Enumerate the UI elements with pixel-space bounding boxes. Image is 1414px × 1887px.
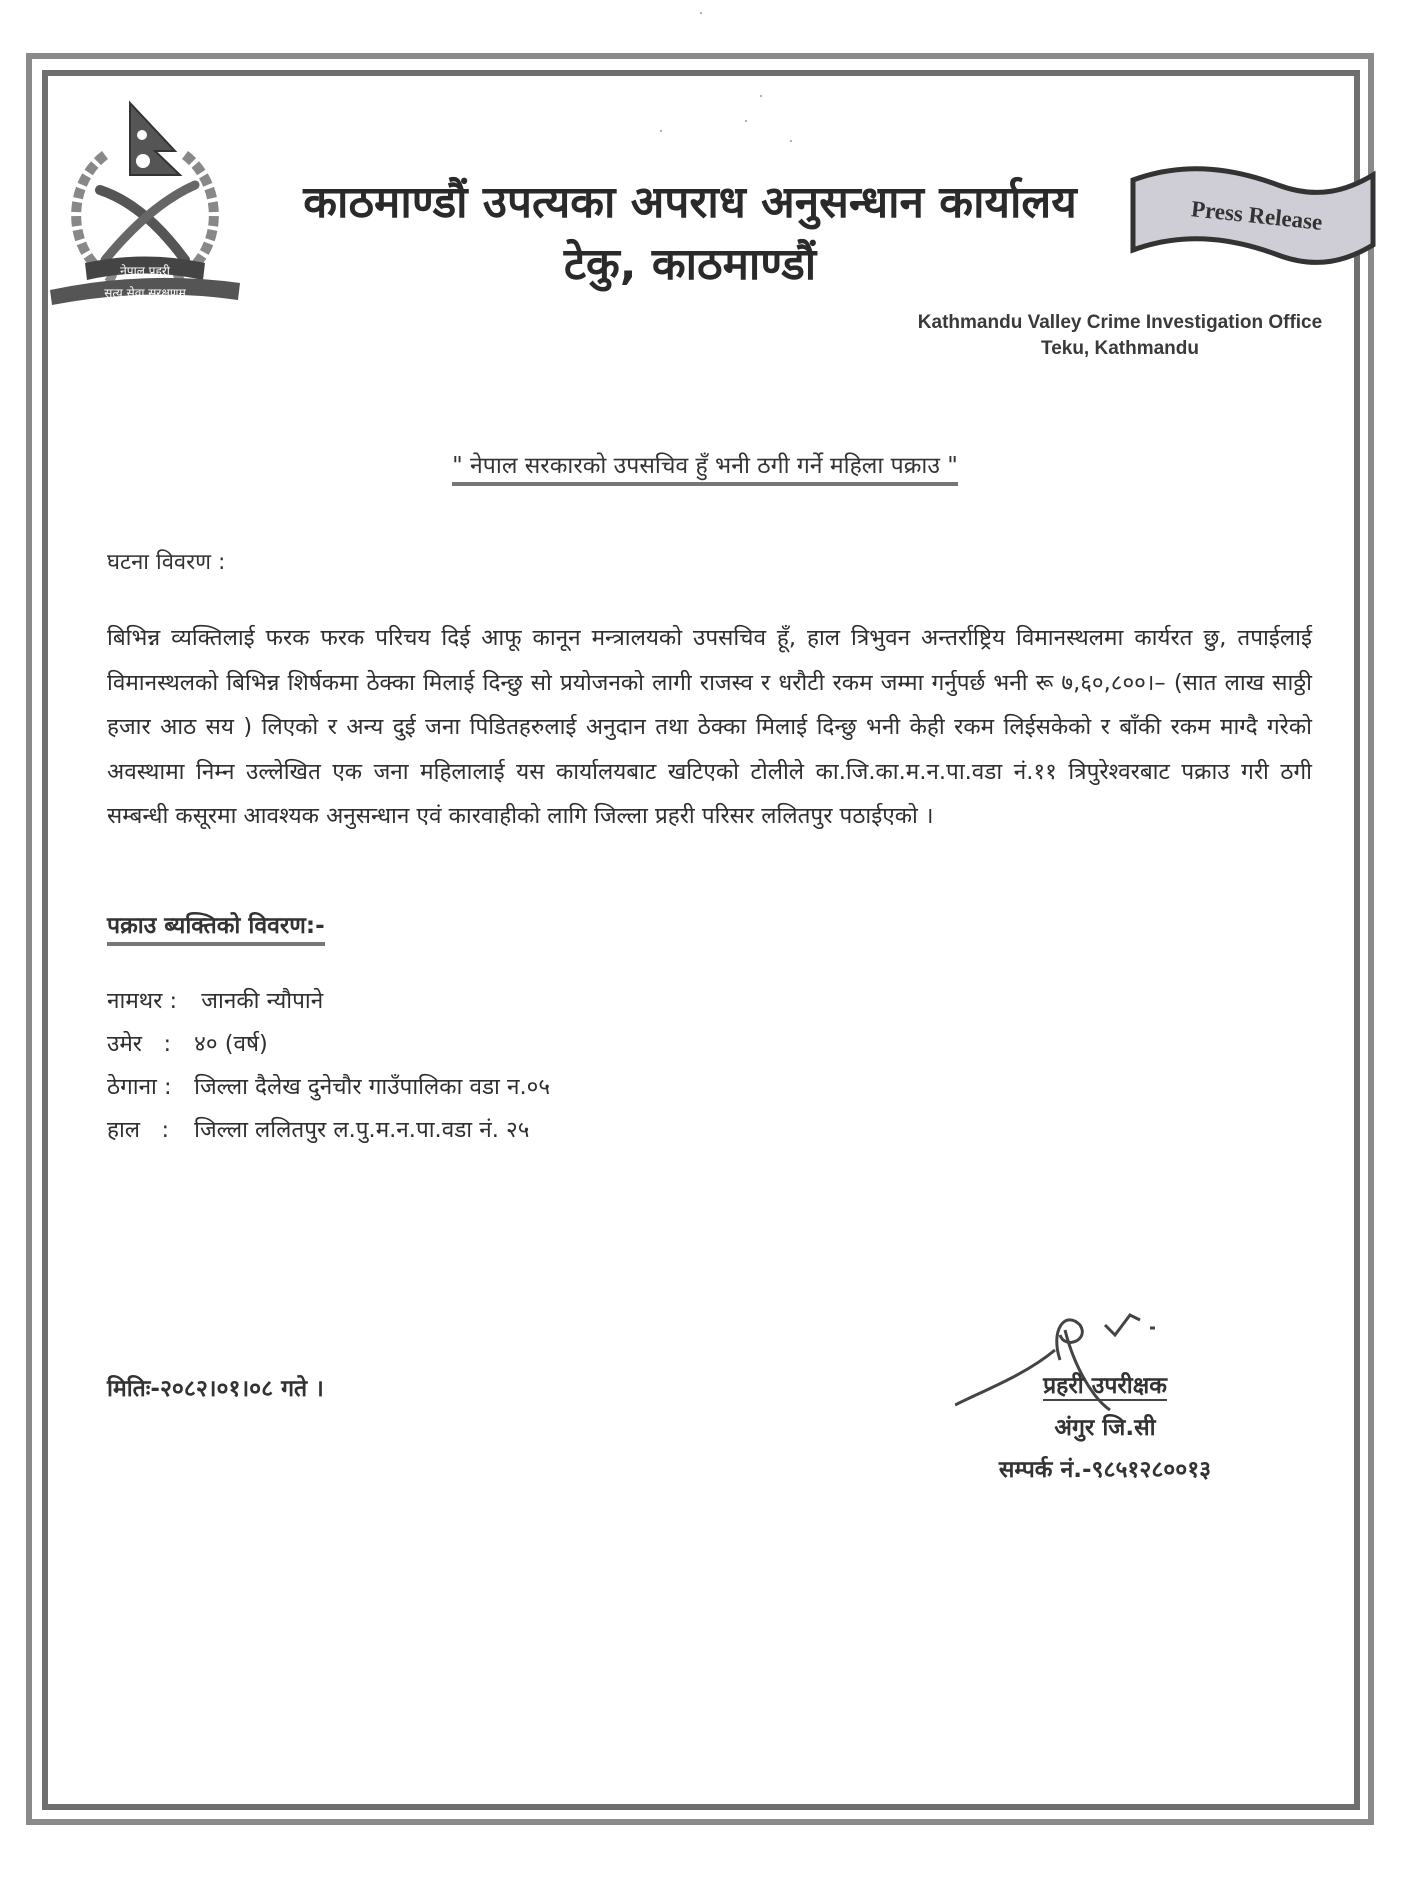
- office-title-en-line2: Teku, Kathmandu: [1041, 338, 1199, 359]
- incident-body: बिभिन्न व्यक्तिलाई फरक फरक परिचय दिई आफू कानून मन्त्रालयको उपसचिव हूँ, हाल त्रिभुवन अन्तर्राष्ट्रिय विमानस्थलमा कार्यरत छु, तपाईलाई विमानस्थलको बिभिन्न शिर्षकमा ठेक्का मिलाई दिन्छु सो प्रयोजनको लागी राजस्व र धरौटी रकम जम्मा गर्नुपर्छ भनी रू ७,६०,८००।– (सात लाख साठ्ठी हजार आठ सय ) लिएको र अन्य दुई जना पिडितहरुलाई अनुदान तथा ठेक्का मिलाई दिन्छु भनी केही रकम लिईसकेको र बाँकी रकम माग्दै गरेको अवस्थामा निम्न उल्लेखित एक जना महिलालाई यस कार्यालयबाट खटिएको टोलीले का.जि.का.म.न.पा.वडा नं.११ त्रिपुरेश्वरबाट पक्राउ गरी ठगी सम्बन्धी कसूरमा आवश्यक अनुसन्धान एवं कारवाहीको लागि जिल्ला प्रहरी परिसर ललितपुर पठाईएको ।: [107, 625, 1312, 829]
- nepal-police-emblem-icon: [45, 95, 245, 305]
- detail-row-current-address: [107, 1109, 550, 1152]
- press-release-banner: [1128, 165, 1378, 275]
- office-title-nepali: [240, 172, 1140, 296]
- press-release-label: Press Release: [1189, 196, 1324, 235]
- detail-value: जानकी न्यौपाने: [187, 988, 324, 1014]
- scan-speck: [745, 120, 747, 122]
- signatory-contact: सम्पर्क नं.-९८५१२८००१३: [998, 1457, 1212, 1483]
- headline: [395, 448, 1015, 480]
- incident-label: घटना विवरण :: [107, 550, 226, 575]
- document-date: मितिः-२०८२।०१।०८ गते ।: [107, 1376, 324, 1402]
- detail-key: ठेगाना :: [107, 1074, 172, 1100]
- detail-value: जिल्ला दैलेख दुनेचौर गाउँपालिका वडा न.०५: [187, 1074, 551, 1100]
- detail-row-address: [107, 1066, 550, 1109]
- detail-key: उमेर :: [107, 1031, 172, 1057]
- office-title-en-line1: Kathmandu Valley Crime Investigation Office: [917, 312, 1323, 333]
- detail-row-age: [107, 1023, 550, 1066]
- arrested-details-heading: [107, 908, 325, 940]
- emblem-ribbon-upper: नेपाल प्रहरी: [120, 264, 170, 278]
- emblem-ribbon-lower: सत्य सेवा सुरक्षणम्: [104, 286, 186, 300]
- detail-key: नामथर :: [107, 988, 178, 1014]
- headline-text: " नेपाल सरकारको उपसचिव हुँ भनी ठगी गर्ने महिला पक्राउ ": [452, 453, 958, 486]
- scan-speck: [790, 140, 792, 142]
- office-title-line1: काठमाण्डौं उपत्यका अपराध अनुसन्धान कार्यालय: [303, 177, 1077, 228]
- office-title-english: [870, 310, 1370, 362]
- scan-speck: [660, 130, 662, 132]
- arrested-details-heading-text: पक्राउ ब्यक्तिको विवरण:-: [107, 913, 325, 946]
- arrested-details: [107, 980, 550, 1152]
- office-title-line2: टेकु, काठमाण्डौं: [563, 239, 817, 290]
- detail-row-name: [107, 980, 550, 1023]
- detail-value: जिल्ला ललितपुर ल.पु.म.न.पा.वडा नं. २५: [187, 1117, 530, 1143]
- signatory-block: [950, 1365, 1260, 1491]
- scan-speck: [760, 95, 762, 97]
- signatory-name: अंगुर जि.सी: [1054, 1415, 1156, 1441]
- scan-speck: [700, 12, 702, 14]
- detail-key: हाल :: [107, 1117, 170, 1143]
- detail-value: ४० (वर्ष): [187, 1031, 268, 1057]
- signatory-rank: प्रहरी उपरीक्षक: [1043, 1373, 1167, 1399]
